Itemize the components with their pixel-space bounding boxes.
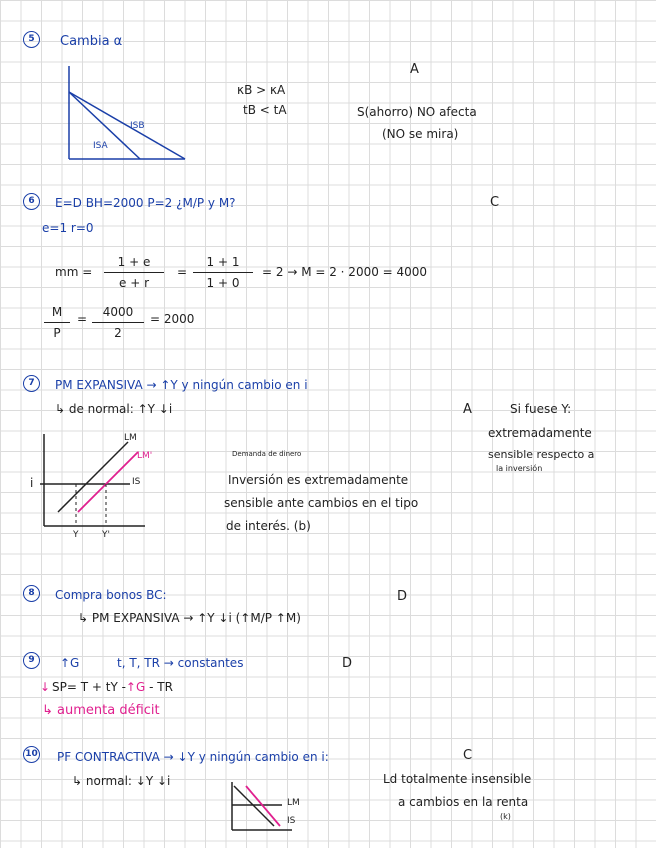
q7-title: PM EXPANSIVA → ↑Y y ningún cambio en i: [55, 378, 308, 392]
q10-sub: ↳ normal: ↓Y ↓i: [72, 774, 171, 788]
question-number-5: 5: [23, 31, 40, 48]
q9-sp-part-1: SP= T + tY -: [52, 680, 126, 694]
mp-denominator: P: [53, 326, 61, 340]
mm-result: = 2 → M = 2 · 2000 = 4000: [262, 265, 428, 279]
q8-sub: ↳ PM EXPANSIVA → ↑Y ↓i (↑M/P ↑M): [78, 611, 301, 625]
q10-label-lm: LM: [287, 798, 300, 808]
mp-equals: =: [77, 312, 88, 326]
q5-note-2: (NO se mira): [382, 127, 459, 141]
q5-label-isb: ISB: [130, 121, 145, 131]
q5-condition-2: tB < tA: [243, 103, 287, 117]
mm-equals: =: [177, 265, 188, 279]
q9-title-rest: t, T, TR → constantes: [117, 656, 244, 670]
mp-value-fraction: [92, 305, 144, 340]
q10-is-lm-graph: [222, 780, 302, 840]
q7-text-1: Inversión es extremadamente: [228, 473, 409, 487]
q7-is-lm-graph: [40, 430, 170, 530]
mp-value-numerator: 4000: [92, 305, 144, 323]
q10-side-3: (k): [500, 812, 511, 821]
q9-sp-arrow: ↓: [40, 680, 51, 694]
q7-text-2: sensible ante cambios en el tipo: [224, 496, 419, 510]
q7-side-4: la inversión: [496, 464, 543, 473]
mp-result: = 2000: [150, 312, 195, 326]
mp-fraction: [44, 305, 70, 340]
q5-note-1: S(ahorro) NO afecta: [357, 105, 477, 119]
mm-fraction-2-denominator: 1 + 0: [206, 276, 240, 290]
question-number-8: 8: [23, 585, 40, 602]
mp-numerator: M: [44, 305, 70, 323]
q10-answer: C: [463, 748, 473, 763]
question-number-9: 9: [23, 652, 40, 669]
q9-answer: D: [342, 656, 353, 671]
q8-title: Compra bonos BC:: [55, 588, 167, 602]
q7-side-3: sensible respecto a: [488, 448, 595, 461]
q6-answer: C: [490, 195, 500, 210]
q9-sp-g: ↑G: [125, 680, 146, 694]
question-number-7: 7: [23, 375, 40, 392]
q7-label-lm: LM: [124, 433, 137, 443]
q7-answer: A: [463, 402, 472, 417]
mm-label: mm =: [55, 265, 93, 279]
mm-fraction-2: [193, 255, 253, 290]
q9-sp-line: [52, 681, 173, 693]
mp-value-denominator: 2: [114, 326, 122, 340]
q7-demand-label: Demanda de dinero: [232, 450, 302, 458]
q5-title: Cambia α: [60, 34, 123, 49]
q10-title: PF CONTRACTIVA → ↓Y y ningún cambio en i:: [57, 750, 329, 764]
q7-label-y-prime: Y': [102, 530, 110, 540]
q5-condition-1: κB > κA: [237, 83, 286, 97]
q7-side-1: Si fuese Y:: [510, 402, 572, 416]
q7-text-3: de interés. (b): [226, 519, 311, 533]
q5-is-graph: [60, 62, 190, 162]
q10-side-2: a cambios en la renta: [398, 795, 529, 809]
q7-axis-i: i: [30, 476, 34, 490]
q9-deficit: ↳ aumenta déficit: [42, 703, 160, 718]
q7-sub: ↳ de normal: ↑Y ↓i: [55, 402, 173, 416]
question-number-10: 10: [23, 746, 40, 763]
q9-sp-part-2: - TR: [145, 680, 173, 694]
mm-fraction-2-numerator: 1 + 1: [193, 255, 253, 273]
mm-fraction-1: [104, 255, 164, 290]
q5-label-isa: ISA: [93, 141, 108, 151]
q5-answer: A: [410, 62, 419, 77]
q6-givens-1: E=D BH=2000 P=2 ¿M/P y M?: [55, 196, 236, 210]
mm-fraction-1-denominator: e + r: [119, 276, 149, 290]
mm-fraction-1-numerator: 1 + e: [104, 255, 164, 273]
q7-label-y: Y: [73, 530, 79, 540]
q10-side-1: Ld totalmente insensible: [383, 772, 532, 786]
q9-title-g: ↑G: [60, 656, 80, 670]
question-number-6: 6: [23, 193, 40, 210]
q7-side-2: extremadamente: [488, 426, 592, 440]
q6-givens-2: e=1 r=0: [42, 221, 94, 235]
q7-label-lm-prime: LM': [137, 451, 153, 461]
q7-label-is: IS: [132, 477, 141, 487]
q10-label-is: IS: [287, 816, 296, 826]
q8-answer: D: [397, 589, 408, 604]
